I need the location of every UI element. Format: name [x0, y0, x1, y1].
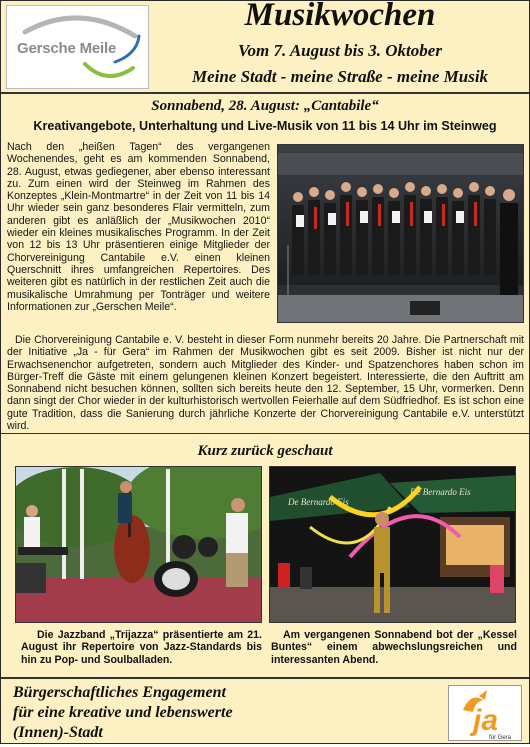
ja-bird-icon [449, 686, 523, 742]
jazzband-photo [15, 466, 262, 623]
ja-fuer-gera-logo [448, 685, 522, 741]
header [1, 1, 529, 94]
umbrella-text-left: De Bernardo Eis [288, 497, 349, 507]
kessel-buntes-photo [269, 466, 516, 623]
article-paragraph-2: Die Chorvereinigung Cantabile e. V. besteht in dieser Form nunmehr bereits 20 Jahre. Die Partnerschaft mit der Initiative „Ja - für Gera“ im Rahmen der Musikwochen gibt es seit 2009. Bisher ist nicht nur der Erwachsenenchor aufgetreten, sondern auch Mitglieder des Kinder- und Spatzenchores haben schon im Bürger-Treff die Gäste mit einem gelungenen kleinen Konzert begeistert. Interessierte, die den Auftritt am Sonnabend nicht besuchen können, sollten sich bereits heute den 12. September, 15 Uhr, vormerken. Denn dann singt der Chor wieder in der kulturhistorisch wertvollen Feierhalle auf dem Südfriedhof. Es ist schon eine gute Tradition, dass die Sanierung durch jährliche Konzerte der Chorvereinigung Cantabile e.V. unterstützt wird. [7, 334, 524, 433]
subtitle-motto: Meine Stadt - meine Straße - meine Musik [191, 67, 489, 86]
page-title: Musikwochen [244, 0, 436, 33]
divider [1, 433, 529, 434]
gersche-meile-logo [6, 5, 149, 89]
caption-jazzband: Die Jazzband „Trijazza“ präsentierte am 21. August ihr Repertoire von Jazz-Standards bis hin zu Pop- und Soulballaden. [21, 629, 262, 666]
choir-photo [277, 144, 524, 323]
ja-sub-text: für Gera [489, 735, 512, 741]
footer [1, 677, 529, 743]
article-heading: Sonnabend, 28. August: „Cantabile“ [151, 98, 379, 114]
footer-line-1: Bürgerschaftliches Engagement [13, 684, 226, 701]
umbrella-text-right: De Bernardo Eis [410, 487, 471, 497]
ja-logo-text: ja [473, 704, 499, 737]
caption-kessel-buntes: Am vergangenen Sonnabend bot der „Kessel Buntes“ einem abwechslungsreichen und interessanten Abend. [271, 629, 517, 666]
subtitle-dates: Vom 7. August bis 3. Oktober [238, 41, 442, 60]
article-kicker: Kreativangebote, Unterhaltung und Live-Musik von 11 bis 14 Uhr im Steinweg [33, 119, 497, 133]
logo-text: Gersche Meile [17, 40, 117, 57]
review-heading: Kurz zurück geschaut [197, 443, 333, 459]
article-paragraph-1: Nach den „heißen Tagen“ des vergangenen Wochenendes, geht es am kommenden Sonnabend, 28. August, etwas gediegener, aber ebenso interessant zu. Zum einen wird der Steinweg im Rahmen des Konzeptes „Klein-Montmartre“ in der Zeit von 11 bis 14 Uhr wieder sein ganz besonderes Flair vermitteln, zum anderen gibt es anläßlich der „Musikwochen 2010“ wieder ein kleines musikalisches Programm. In der Zeit von 12 bis 13 Uhr präsentieren einige Mitglieder der Chorvereinigung Cantabile e.V. einen kleinen Querschnitt ihres umfangreichen Repertoires. Des weiteren gibt es natürlich in der restlichen Zeit auch die musikalische Umrahmung per Tonträger und weitere Informationen zur „Gerschen Meile“. [7, 141, 270, 313]
footer-line-2: für eine kreative und lebenswerte [13, 704, 233, 721]
footer-line-3: (Innen)-Stadt [13, 724, 103, 741]
